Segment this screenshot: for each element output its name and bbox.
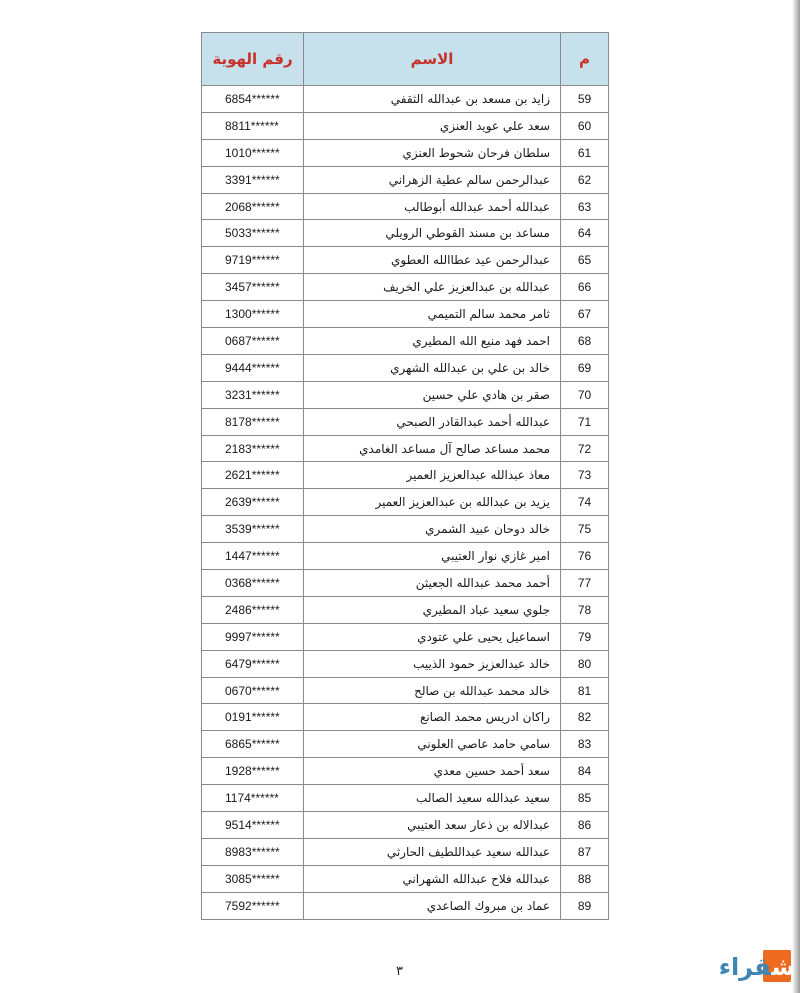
row-id-number: 0687****** bbox=[202, 328, 304, 355]
row-number: 70 bbox=[561, 381, 609, 408]
row-name: سعد علي عويد العنزي bbox=[304, 112, 561, 139]
table-row bbox=[202, 838, 609, 865]
table-row bbox=[202, 381, 609, 408]
logo-wordmark bbox=[719, 952, 795, 982]
row-name: أحمد محمد عبدالله الجعيثن bbox=[304, 570, 561, 597]
row-name: محمد مساعد صالح آل مساعد الغامدي bbox=[304, 435, 561, 462]
row-name: عبدالرحمن سالم عطية الزهراني bbox=[304, 166, 561, 193]
table-row bbox=[202, 704, 609, 731]
row-id-number: 2639****** bbox=[202, 489, 304, 516]
header-id-number: رقم الهوية bbox=[202, 33, 304, 86]
row-name: سلطان فرحان شحوط العنزي bbox=[304, 139, 561, 166]
row-id-number: 2621****** bbox=[202, 462, 304, 489]
row-id-number: 0670****** bbox=[202, 677, 304, 704]
row-name: صقر بن هادي علي حسين bbox=[304, 381, 561, 408]
page-edge-shadow bbox=[792, 0, 800, 993]
logo-rest: قراء bbox=[718, 953, 772, 981]
row-number: 71 bbox=[561, 408, 609, 435]
row-name: معاذ عبدالله عبدالعزيز العمير bbox=[304, 462, 561, 489]
row-id-number: 9514****** bbox=[202, 812, 304, 839]
table-row bbox=[202, 328, 609, 355]
row-number: 86 bbox=[561, 812, 609, 839]
row-id-number: 9719****** bbox=[202, 247, 304, 274]
row-number: 84 bbox=[561, 758, 609, 785]
row-number: 83 bbox=[561, 731, 609, 758]
table-row bbox=[202, 86, 609, 113]
row-name: امير غازي نوار العتيبي bbox=[304, 543, 561, 570]
row-id-number: 3391****** bbox=[202, 166, 304, 193]
table-row bbox=[202, 112, 609, 139]
row-id-number: 2183****** bbox=[202, 435, 304, 462]
table-row bbox=[202, 435, 609, 462]
row-name: عبدالله بن عبدالعزيز علي الخريف bbox=[304, 274, 561, 301]
header-number: م bbox=[561, 33, 609, 86]
row-name: احمد فهد منيع الله المطيري bbox=[304, 328, 561, 355]
row-id-number: 5033****** bbox=[202, 220, 304, 247]
row-name: اسماعيل يحيى علي عتودي bbox=[304, 623, 561, 650]
row-name: عماد بن مبروك الصاعدي bbox=[304, 892, 561, 919]
table-row bbox=[202, 758, 609, 785]
table-row bbox=[202, 489, 609, 516]
row-number: 76 bbox=[561, 543, 609, 570]
header-name: الاسم bbox=[304, 33, 561, 86]
table-row bbox=[202, 623, 609, 650]
row-number: 60 bbox=[561, 112, 609, 139]
roster-table bbox=[201, 32, 609, 920]
row-name: عبدالله فلاح عبدالله الشهراني bbox=[304, 865, 561, 892]
row-name: خالد بن علي بن عبدالله الشهري bbox=[304, 354, 561, 381]
table-row bbox=[202, 301, 609, 328]
row-id-number: 9444****** bbox=[202, 354, 304, 381]
row-name: خالد محمد عبدالله بن صالح bbox=[304, 677, 561, 704]
row-number: 73 bbox=[561, 462, 609, 489]
row-name: عبدالله أحمد عبدالله أبوطالب bbox=[304, 193, 561, 220]
table-row bbox=[202, 193, 609, 220]
row-id-number: 8178****** bbox=[202, 408, 304, 435]
row-number: 88 bbox=[561, 865, 609, 892]
row-number: 68 bbox=[561, 328, 609, 355]
logo-first-letter: ش bbox=[771, 953, 795, 981]
site-logo bbox=[718, 950, 795, 986]
row-id-number: 1174****** bbox=[202, 785, 304, 812]
page-number: ٣ bbox=[396, 964, 403, 979]
row-id-number: 1928****** bbox=[202, 758, 304, 785]
row-number: 67 bbox=[561, 301, 609, 328]
row-name: جلوي سعيد عباد المطيري bbox=[304, 596, 561, 623]
table-row bbox=[202, 354, 609, 381]
row-id-number: 8983****** bbox=[202, 838, 304, 865]
table-row bbox=[202, 731, 609, 758]
row-id-number: 3085****** bbox=[202, 865, 304, 892]
row-id-number: 3457****** bbox=[202, 274, 304, 301]
row-name: عبدالرحمن عيد عطاالله العطوي bbox=[304, 247, 561, 274]
row-name: مساعد بن مسند القوطي الرويلي bbox=[304, 220, 561, 247]
table-row bbox=[202, 677, 609, 704]
row-number: 64 bbox=[561, 220, 609, 247]
row-id-number: 6854****** bbox=[202, 86, 304, 113]
table-row bbox=[202, 570, 609, 597]
row-number: 85 bbox=[561, 785, 609, 812]
table-row bbox=[202, 650, 609, 677]
row-number: 59 bbox=[561, 86, 609, 113]
row-name: سعيد عبدالله سعيد الصالب bbox=[304, 785, 561, 812]
row-name: سعد أحمد حسين معدي bbox=[304, 758, 561, 785]
row-id-number: 1010****** bbox=[202, 139, 304, 166]
table-row bbox=[202, 596, 609, 623]
row-id-number: 3539****** bbox=[202, 516, 304, 543]
table-row bbox=[202, 166, 609, 193]
row-id-number: 6865****** bbox=[202, 731, 304, 758]
row-id-number: 7592****** bbox=[202, 892, 304, 919]
row-number: 77 bbox=[561, 570, 609, 597]
row-number: 87 bbox=[561, 838, 609, 865]
table-row bbox=[202, 220, 609, 247]
table-header-row bbox=[202, 33, 609, 86]
row-id-number: 1447****** bbox=[202, 543, 304, 570]
row-number: 72 bbox=[561, 435, 609, 462]
table-row bbox=[202, 785, 609, 812]
row-name: خالد عبدالعزيز حمود الذييب bbox=[304, 650, 561, 677]
row-id-number: 6479****** bbox=[202, 650, 304, 677]
row-name: زايد بن مسعد بن عبدالله الثقفي bbox=[304, 86, 561, 113]
row-id-number: 3231****** bbox=[202, 381, 304, 408]
row-id-number: 2068****** bbox=[202, 193, 304, 220]
row-id-number: 9997****** bbox=[202, 623, 304, 650]
row-number: 66 bbox=[561, 274, 609, 301]
row-number: 61 bbox=[561, 139, 609, 166]
table-row bbox=[202, 892, 609, 919]
row-name: راكان ادريس محمد الصانع bbox=[304, 704, 561, 731]
row-number: 79 bbox=[561, 623, 609, 650]
row-name: عبدالله أحمد عبدالقادر الصبحي bbox=[304, 408, 561, 435]
row-name: عبدالاله بن ذعار سعد العتيبي bbox=[304, 812, 561, 839]
table-body bbox=[202, 86, 609, 920]
row-name: سامي حامد عاصي العلوني bbox=[304, 731, 561, 758]
row-number: 75 bbox=[561, 516, 609, 543]
row-name: ثامر محمد سالم التميمي bbox=[304, 301, 561, 328]
row-number: 62 bbox=[561, 166, 609, 193]
row-id-number: 0191****** bbox=[202, 704, 304, 731]
table-row bbox=[202, 543, 609, 570]
row-id-number: 2486****** bbox=[202, 596, 304, 623]
row-id-number: 0368****** bbox=[202, 570, 304, 597]
row-name: خالد دوحان عبيد الشمري bbox=[304, 516, 561, 543]
table-row bbox=[202, 408, 609, 435]
table-row bbox=[202, 462, 609, 489]
table-row bbox=[202, 274, 609, 301]
row-number: 74 bbox=[561, 489, 609, 516]
table-row bbox=[202, 812, 609, 839]
table-row bbox=[202, 516, 609, 543]
row-number: 65 bbox=[561, 247, 609, 274]
row-number: 78 bbox=[561, 596, 609, 623]
row-name: عبدالله سعيد عبداللطيف الحارثي bbox=[304, 838, 561, 865]
row-number: 63 bbox=[561, 193, 609, 220]
row-name: يزيد بن عبدالله بن عبدالعزيز العمير bbox=[304, 489, 561, 516]
row-number: 69 bbox=[561, 354, 609, 381]
table-row bbox=[202, 139, 609, 166]
row-number: 81 bbox=[561, 677, 609, 704]
table-row bbox=[202, 247, 609, 274]
row-number: 82 bbox=[561, 704, 609, 731]
table-row bbox=[202, 865, 609, 892]
row-number: 80 bbox=[561, 650, 609, 677]
row-id-number: 1300****** bbox=[202, 301, 304, 328]
row-id-number: 8811****** bbox=[202, 112, 304, 139]
row-number: 89 bbox=[561, 892, 609, 919]
